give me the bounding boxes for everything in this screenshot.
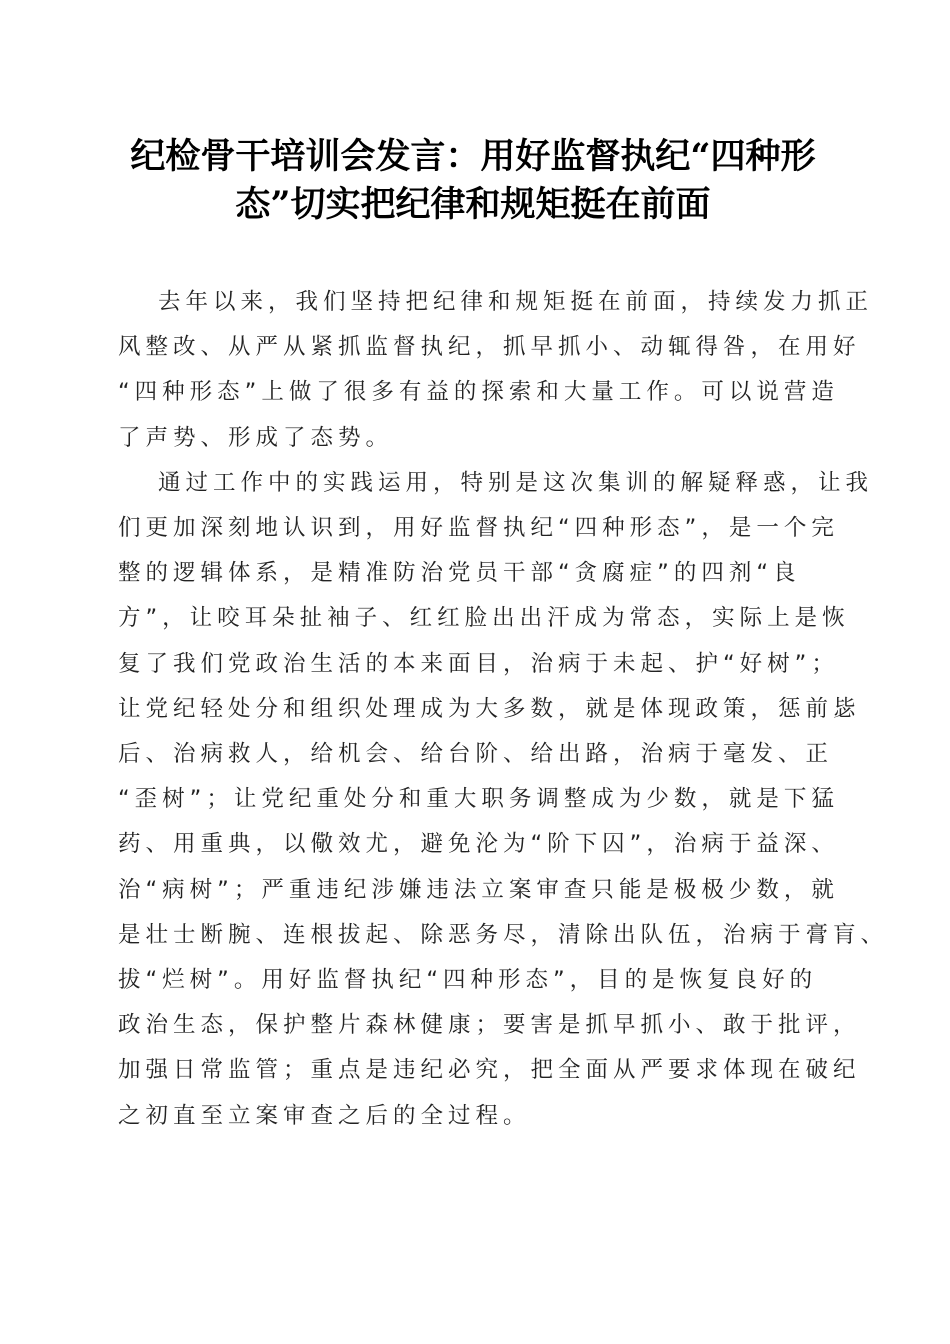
paragraph-line: 后、治病救人，给机会、给台阶、给出路，治病于毫发、正 [118, 741, 834, 768]
paragraph-line: 让党纪轻处分和组织处理成为大多数，就是体现政策，惩前毖 [118, 695, 861, 722]
paragraph [118, 461, 889, 1139]
document-body [118, 280, 889, 1139]
paragraph [118, 280, 874, 461]
paragraph-line: “四种形态”上做了很多有益的探索和大量工作。可以说营造 [118, 379, 839, 406]
title-line: 态”切实把纪律和规矩挺在前面 [235, 184, 711, 225]
paragraph-line: 通过工作中的实践运用，特别是这次集训的解疑释惑，让我 [158, 469, 874, 496]
paragraph-line: 治“病树”；严重违纪涉嫌违法立案审查只能是极极少数，就 [118, 876, 839, 903]
paragraph-line: 方”，让咬耳朵扯袖子、红红脸出出汗成为常态，实际上是恢 [118, 605, 850, 632]
paragraph-line: “歪树”；让党纪重处分和重大职务调整成为少数，就是下猛 [118, 786, 839, 813]
paragraph-line: 风整改、从严从紧抓监督执纪，抓早抓小、动辄得咎，在用好 [118, 334, 861, 361]
document-title [118, 133, 828, 229]
paragraph-line: 药、用重典，以儆效尤，避免沦为“阶下囚”，治病于益深、 [118, 831, 839, 858]
paragraph-line: 了声势、形成了态势。 [118, 424, 394, 451]
paragraph-line: 整的逻辑体系，是精准防治党员干部“贪腐症”的四剂“良 [118, 560, 801, 587]
paragraph-line: 去年以来，我们坚持把纪律和规矩挺在前面，持续发力抓正 [158, 289, 874, 315]
paragraph-line: 拔“烂树”。用好监督执纪“四种形态”，目的是恢复良好的 [118, 967, 818, 994]
paragraph-line: 们更加深刻地认识到，用好监督执纪“四种形态”，是一个完 [118, 515, 839, 542]
title-line: 纪检骨干培训会发言：用好监督执纪“四种形 [130, 136, 816, 177]
paragraph-line: 之初直至立案审查之后的全过程。 [118, 1102, 531, 1129]
paragraph-line: 加强日常监管；重点是违纪必究，把全面从严要求体现在破纪 [118, 1057, 861, 1084]
paragraph-line: 复了我们党政治生活的本来面目，治病于未起、护“好树”； [118, 650, 839, 677]
paragraph-line: 政治生态，保护整片森林健康；要害是抓早抓小、敢于批评， [118, 1012, 861, 1039]
paragraph-line: 是壮士断腕、连根拔起、除恶务尽，清除出队伍，治病于膏肓、 [118, 921, 889, 948]
